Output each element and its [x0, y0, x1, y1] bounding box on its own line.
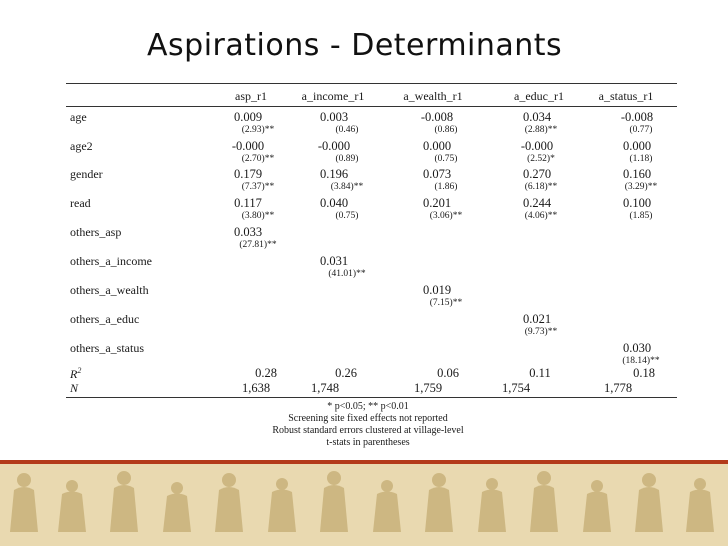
t-stat-cell: (2.52)*: [527, 154, 555, 164]
n-value: 1,638: [241, 381, 271, 395]
t-stat-cell: (4.06)**: [524, 211, 558, 221]
t-stat-cell: (2.93)**: [241, 125, 275, 135]
t-stat-cell: (3.06)**: [429, 211, 463, 221]
coefficient-cell: 0.040: [319, 196, 349, 210]
coefficient-cell: -0.008: [420, 110, 454, 124]
row-label: read: [70, 196, 91, 210]
table-rule: [66, 83, 677, 84]
n-value: 1,759: [413, 381, 443, 395]
coefficient-cell: 0.000: [622, 139, 652, 153]
t-stat-cell: (27.81)**: [239, 240, 277, 250]
coefficient-cell: 0.031: [319, 254, 349, 268]
row-label: others_a_educ: [70, 312, 140, 326]
t-stat-cell: (0.77): [629, 125, 653, 135]
r-squared-letter: R: [70, 367, 78, 381]
t-stat-cell: (7.15)**: [429, 298, 463, 308]
t-stat-cell: (0.75): [335, 211, 359, 221]
coefficient-cell: 0.034: [522, 110, 552, 124]
coefficient-cell: -0.000: [520, 139, 554, 153]
coefficient-cell: 0.009: [233, 110, 263, 124]
coefficient-cell: 0.179: [233, 167, 263, 181]
column-header: a_educ_r1: [514, 89, 564, 103]
n-label: N: [70, 381, 79, 395]
coefficient-cell: -0.008: [620, 110, 654, 124]
r-squared-value: 0.28: [255, 366, 277, 380]
row-label: others_a_wealth: [70, 283, 149, 297]
r-squared-superscript: 2: [77, 366, 82, 375]
table-note: t-stats in parentheses: [326, 437, 410, 448]
column-header: a_income_r1: [301, 89, 365, 103]
coefficient-cell: 0.196: [319, 167, 349, 181]
coefficient-cell: 0.201: [422, 196, 452, 210]
r-squared-value: 0.11: [529, 366, 551, 380]
row-label: age: [70, 110, 87, 124]
row-label: others_asp: [70, 225, 122, 239]
n-value: 1,748: [310, 381, 340, 395]
coefficient-cell: 0.073: [422, 167, 452, 181]
n-value: 1,754: [501, 381, 531, 395]
n-value: 1,778: [603, 381, 633, 395]
table-rule: [66, 106, 677, 107]
row-label: others_a_status: [70, 341, 144, 355]
coefficient-cell: 0.003: [319, 110, 349, 124]
slide-title: Aspirations - Determinants: [147, 28, 563, 63]
t-stat-cell: (3.84)**: [330, 182, 364, 192]
column-header: a_wealth_r1: [403, 89, 463, 103]
coefficient-cell: 0.270: [522, 167, 552, 181]
coefficient-cell: 0.021: [522, 312, 552, 326]
t-stat-cell: (2.70)**: [241, 154, 275, 164]
coefficient-cell: 0.160: [622, 167, 652, 181]
r-squared-label: [70, 366, 81, 382]
r-squared-value: 0.26: [335, 366, 357, 380]
t-stat-cell: (7.37)**: [241, 182, 275, 192]
row-label: gender: [70, 167, 103, 181]
t-stat-cell: (1.86): [434, 182, 458, 192]
t-stat-cell: (0.75): [434, 154, 458, 164]
coefficient-cell: -0.000: [231, 139, 265, 153]
coefficient-cell: 0.100: [622, 196, 652, 210]
coefficient-cell: 0.019: [422, 283, 452, 297]
coefficient-cell: -0.000: [317, 139, 351, 153]
t-stat-cell: (9.73)**: [524, 327, 558, 337]
t-stat-cell: (1.85): [629, 211, 653, 221]
t-stat-cell: (18.14)**: [622, 356, 660, 366]
t-stat-cell: (0.86): [434, 125, 458, 135]
decorative-figures-pattern: [0, 464, 728, 546]
column-header: asp_r1: [235, 89, 267, 103]
coefficient-cell: 0.030: [622, 341, 652, 355]
t-stat-cell: (6.18)**: [524, 182, 558, 192]
row-label: others_a_income: [70, 254, 152, 268]
t-stat-cell: (0.89): [335, 154, 359, 164]
decorative-footer-band: [0, 460, 728, 546]
r-squared-value: 0.18: [633, 366, 655, 380]
t-stat-cell: (0.46): [335, 125, 359, 135]
coefficient-cell: 0.244: [522, 196, 552, 210]
column-header: a_status_r1: [598, 89, 654, 103]
table-note: Robust standard errors clustered at village-level: [272, 425, 464, 436]
row-label: age2: [70, 139, 93, 153]
t-stat-cell: (41.01)**: [328, 269, 366, 279]
t-stat-cell: (3.80)**: [241, 211, 275, 221]
coefficient-cell: 0.117: [234, 196, 262, 210]
t-stat-cell: (2.88)**: [524, 125, 558, 135]
t-stat-cell: (3.29)**: [624, 182, 658, 192]
t-stat-cell: (1.18): [629, 154, 653, 164]
coefficient-cell: 0.000: [422, 139, 452, 153]
r-squared-value: 0.06: [437, 366, 459, 380]
coefficient-cell: 0.033: [233, 225, 263, 239]
table-rule: [66, 397, 677, 398]
table-note: * p<0.05; ** p<0.01: [327, 401, 409, 412]
table-note: Screening site fixed effects not reported: [288, 413, 448, 424]
